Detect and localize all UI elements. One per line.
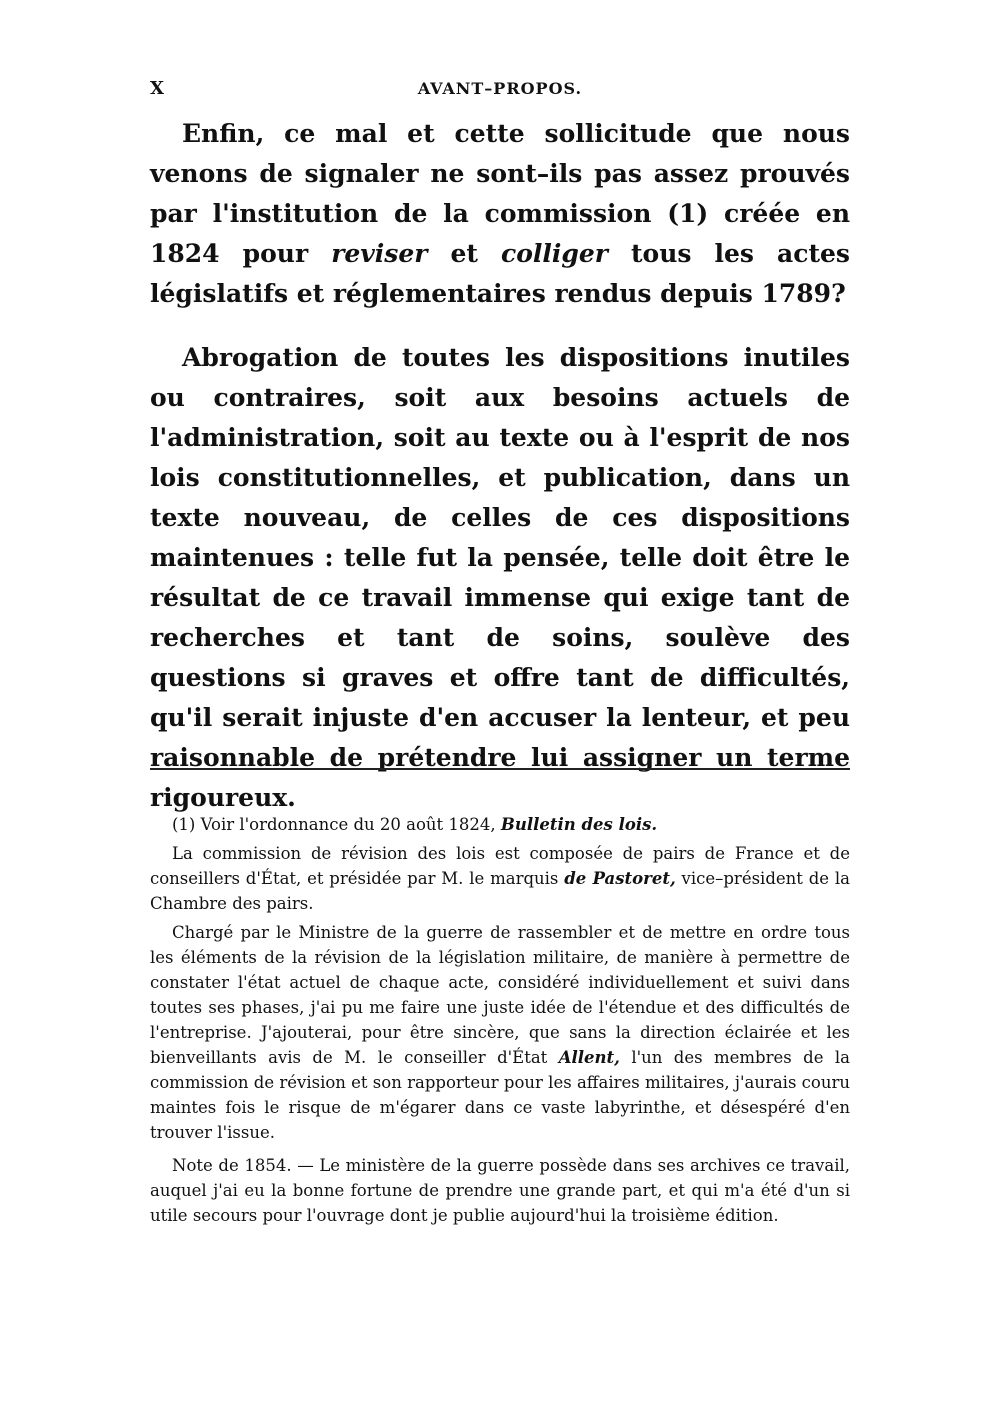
page-number: X bbox=[150, 78, 164, 99]
footnote-charge bbox=[150, 920, 850, 1145]
page-header bbox=[150, 78, 850, 100]
footnote-charge-name: Allent, bbox=[558, 1048, 620, 1067]
footnote-commission-text-b: vice–président de la Chambre des pairs. bbox=[150, 869, 850, 913]
footnote-charge-text-a: Chargé par le Ministre de la guerre de rassembler et de mettre en ordre tous les éléments de la révision de la législation militaire, de manière à permettre de constater l'état actuel de chaque acte, considéré individuellement et suivi dans toutes ses phases, j'ai pu me faire une juste idée de l'étendue et des difficultés de l'entreprise. J'ajouterai, pour être sincère, que sans la direction éclairée et les bienveillants avis de M. le conseiller d'État bbox=[150, 923, 850, 1067]
footnote-1-title: Bulletin des lois. bbox=[500, 815, 658, 834]
footnote-commission-text-a: La commission de révision des lois est composée de pairs de France et de conseillers d'État, et présidée par M. le marquis bbox=[150, 844, 850, 888]
emphasis-reviser: reviser bbox=[331, 239, 428, 268]
paragraph-1-text-b: créée en 1824 pour bbox=[150, 199, 850, 268]
paragraph-1 bbox=[150, 114, 850, 314]
footnote-note-1854: Note de 1854. — Le ministère de la guerre possède dans ses archives ce travail, auquel j'ai eu la bonne fortune de prendre une grande part, et qui m'a été d'un si utile secours pour l'ouvrage dont je publie aujourd'hui la troisième édition. bbox=[150, 1156, 850, 1225]
running-title: AVANT–PROPOS. bbox=[417, 79, 583, 98]
paragraph-1-text-d: tous les actes législatifs et réglementaires rendus depuis 1789? bbox=[150, 239, 850, 308]
footnote-1 bbox=[150, 812, 850, 837]
main-text bbox=[150, 114, 850, 842]
footnote-commission bbox=[150, 841, 850, 916]
emphasis-colliger: colliger bbox=[501, 239, 608, 268]
footnotes bbox=[150, 812, 850, 1232]
footnote-ref: (1) bbox=[667, 199, 709, 228]
footnote-1-text: (1) Voir l'ordonnance du 20 août 1824, bbox=[172, 815, 501, 834]
footnote-charge-text-b: l'un des membres de la commission de révision et son rapporteur pour les affaires militaires, j'aurais couru maintes fois le risque de m'égarer dans ce vaste labyrinthe, et désespéré d'en trouver l'issue. bbox=[150, 1048, 850, 1142]
paragraph-2: Abrogation de toutes les dispositions inutiles ou contraires, soit aux besoins actuels de l'administration, soit au texte ou à l'esprit de nos lois constitutionnelles, et publication, dans un texte nouveau, de celles de ces dispositions maintenues : telle fut la pensée, telle doit être le résultat de ce travail immense qui exige tant de recherches et tant de soins, soulève des questions si graves et offre tant de difficultés, qu'il serait injuste d'en accuser la lenteur, et peu raisonnable de prétendre lui assigner un terme rigoureux. bbox=[150, 343, 850, 812]
paragraph-1-text-c: et bbox=[427, 239, 501, 268]
footnote-divider bbox=[150, 768, 850, 770]
paragraph-1-text-a: Enfin, ce mal et cette sollicitude que nous venons de signaler ne sont–ils pas assez prouvés par l'institution de la commission bbox=[150, 119, 850, 228]
footnote-commission-name: de Pastoret, bbox=[564, 869, 676, 888]
